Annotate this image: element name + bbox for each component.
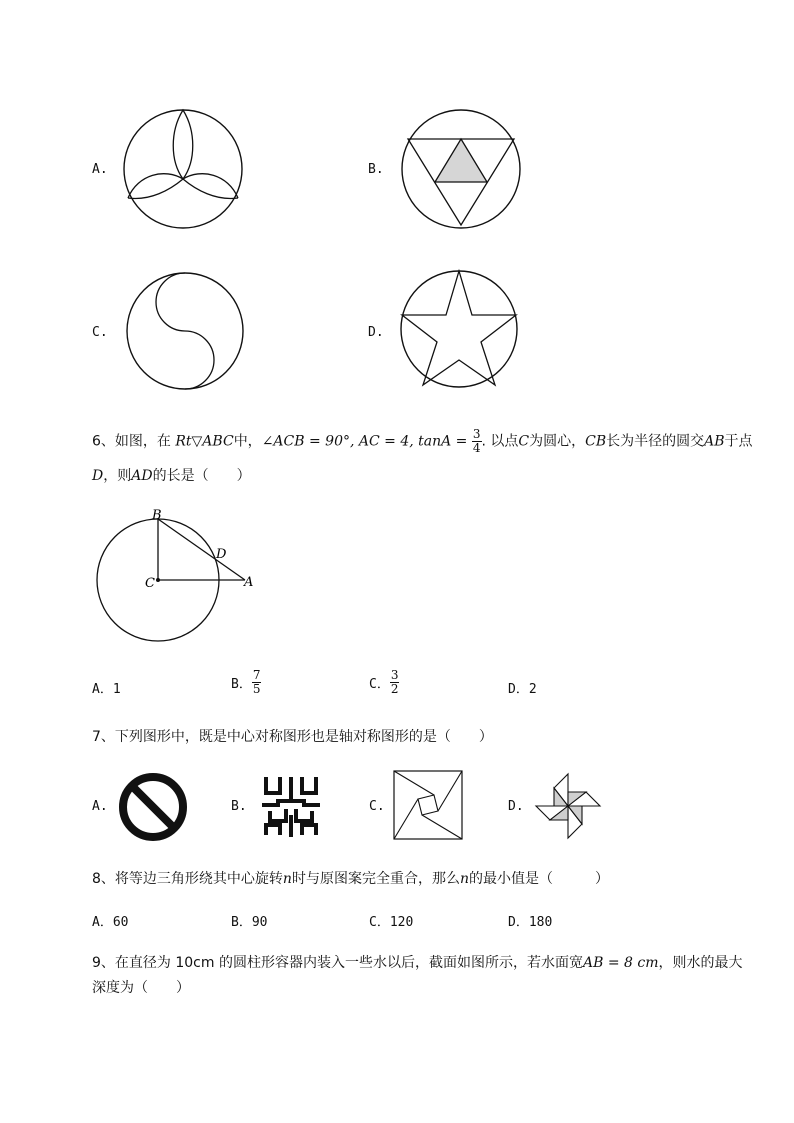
q6-label-b: B — [152, 508, 162, 523]
q7-option-d-label: D. — [508, 799, 524, 814]
q6-seg-ad: AD — [131, 468, 153, 484]
q6-option-b-prefix: B． — [231, 677, 252, 692]
q6-line-1 — [92, 428, 753, 455]
q6-point-d: D — [92, 468, 104, 484]
q6-option-c-den: 2 — [390, 682, 399, 696]
q7-option-b-label: B. — [231, 799, 247, 814]
q5-figure-a-three-arcs[interactable] — [120, 106, 246, 232]
q9-line1-before: 9、在直径为 10cm 的圆柱形容器内装入一些水以后，截面如图所示，若水面宽 — [92, 955, 583, 971]
q6-point-c: C — [518, 433, 530, 450]
q6-label-a: A — [244, 575, 254, 590]
q6-option-c-fraction — [390, 669, 400, 696]
q6-option-c-num: 3 — [390, 668, 399, 682]
q5-option-d-label: D. — [368, 325, 384, 340]
q6-meet: 于点 — [724, 433, 753, 450]
q9-ab-eq: AB = 8 cm — [582, 955, 659, 971]
q7-figure-c-square-pinwheel[interactable] — [392, 769, 464, 841]
q8-middle: 时与原图案完全重合，那么 — [291, 871, 460, 887]
q6-label-c: C — [145, 576, 155, 591]
q7-option-c-label: C. — [369, 799, 385, 814]
q5-figure-d-star[interactable] — [398, 268, 520, 390]
q6-mid: 中， — [233, 433, 262, 450]
q6-number: 6、 — [92, 433, 115, 450]
q6-option-b[interactable] — [231, 669, 261, 696]
q5-figure-c-yin-yang[interactable] — [124, 270, 246, 392]
q6-option-b-den: 5 — [252, 682, 261, 696]
q7-figure-a-prohibition[interactable] — [117, 771, 189, 843]
q6-label-d: D — [216, 547, 227, 562]
q6-prefix: 如图，在 — [114, 433, 171, 450]
q7-figure-b-maze[interactable] — [258, 773, 324, 839]
q8-option-d[interactable]: D．180 — [508, 915, 553, 930]
q6-option-b-num: 7 — [252, 668, 261, 682]
q5-option-b-label: B. — [368, 162, 384, 177]
q9-line1-after: ，则水的最大 — [658, 955, 743, 971]
q6-option-b-fraction — [252, 669, 262, 696]
q9-line-1 — [92, 952, 742, 972]
q6-tan-fraction — [472, 428, 482, 455]
q8-option-c[interactable]: C．120 — [369, 915, 414, 930]
q6-option-a[interactable]: A．1 — [92, 682, 121, 697]
q8-option-a[interactable]: A．60 — [92, 915, 129, 930]
q6-tan-denominator: 4 — [472, 441, 481, 455]
q8-var-n: n — [282, 871, 292, 887]
q6-comma: ，则 — [103, 468, 132, 484]
q8-text — [92, 868, 609, 888]
q6-option-c-prefix: C． — [369, 677, 390, 692]
q7-option-a-label: A. — [92, 799, 108, 814]
q6-circle: 为圆心， — [529, 433, 586, 450]
q8-after: 的最小值是（ ） — [468, 871, 609, 887]
q6-option-c[interactable] — [369, 669, 399, 696]
q6-seg-ab: AB — [704, 433, 725, 450]
q6-figure-circle-triangle — [95, 505, 265, 645]
q6-line-2 — [92, 465, 251, 485]
q6-tail: 的长是（ ） — [152, 468, 251, 484]
q5-figure-b-triangles[interactable] — [398, 106, 524, 232]
q6-radius: 长为半径的圆交 — [606, 433, 705, 450]
q6-option-d[interactable]: D．2 — [508, 682, 537, 697]
q6-triangle: Rt▽ABC — [175, 433, 234, 450]
q9-line-2: 深度为（ ） — [92, 980, 190, 996]
q5-option-a-label: A. — [92, 162, 108, 177]
q8-option-b[interactable]: B．90 — [231, 915, 268, 930]
q7-figure-d-windmill[interactable] — [533, 771, 603, 841]
q6-seg-cb: CB — [585, 433, 607, 450]
q6-after: . 以点 — [481, 433, 519, 450]
q6-tan-numerator: 3 — [472, 427, 481, 441]
q5-option-c-label: C. — [92, 325, 108, 340]
q7-text: 7、下列图形中，既是中心对称图形也是轴对称图形的是（ ） — [92, 729, 493, 745]
q8-before: 8、将等边三角形绕其中心旋转 — [92, 871, 283, 887]
q6-condition: ∠ACB = 90°, AC = 4, tanA = — [261, 433, 468, 450]
q8-var-n2: n — [459, 871, 469, 887]
